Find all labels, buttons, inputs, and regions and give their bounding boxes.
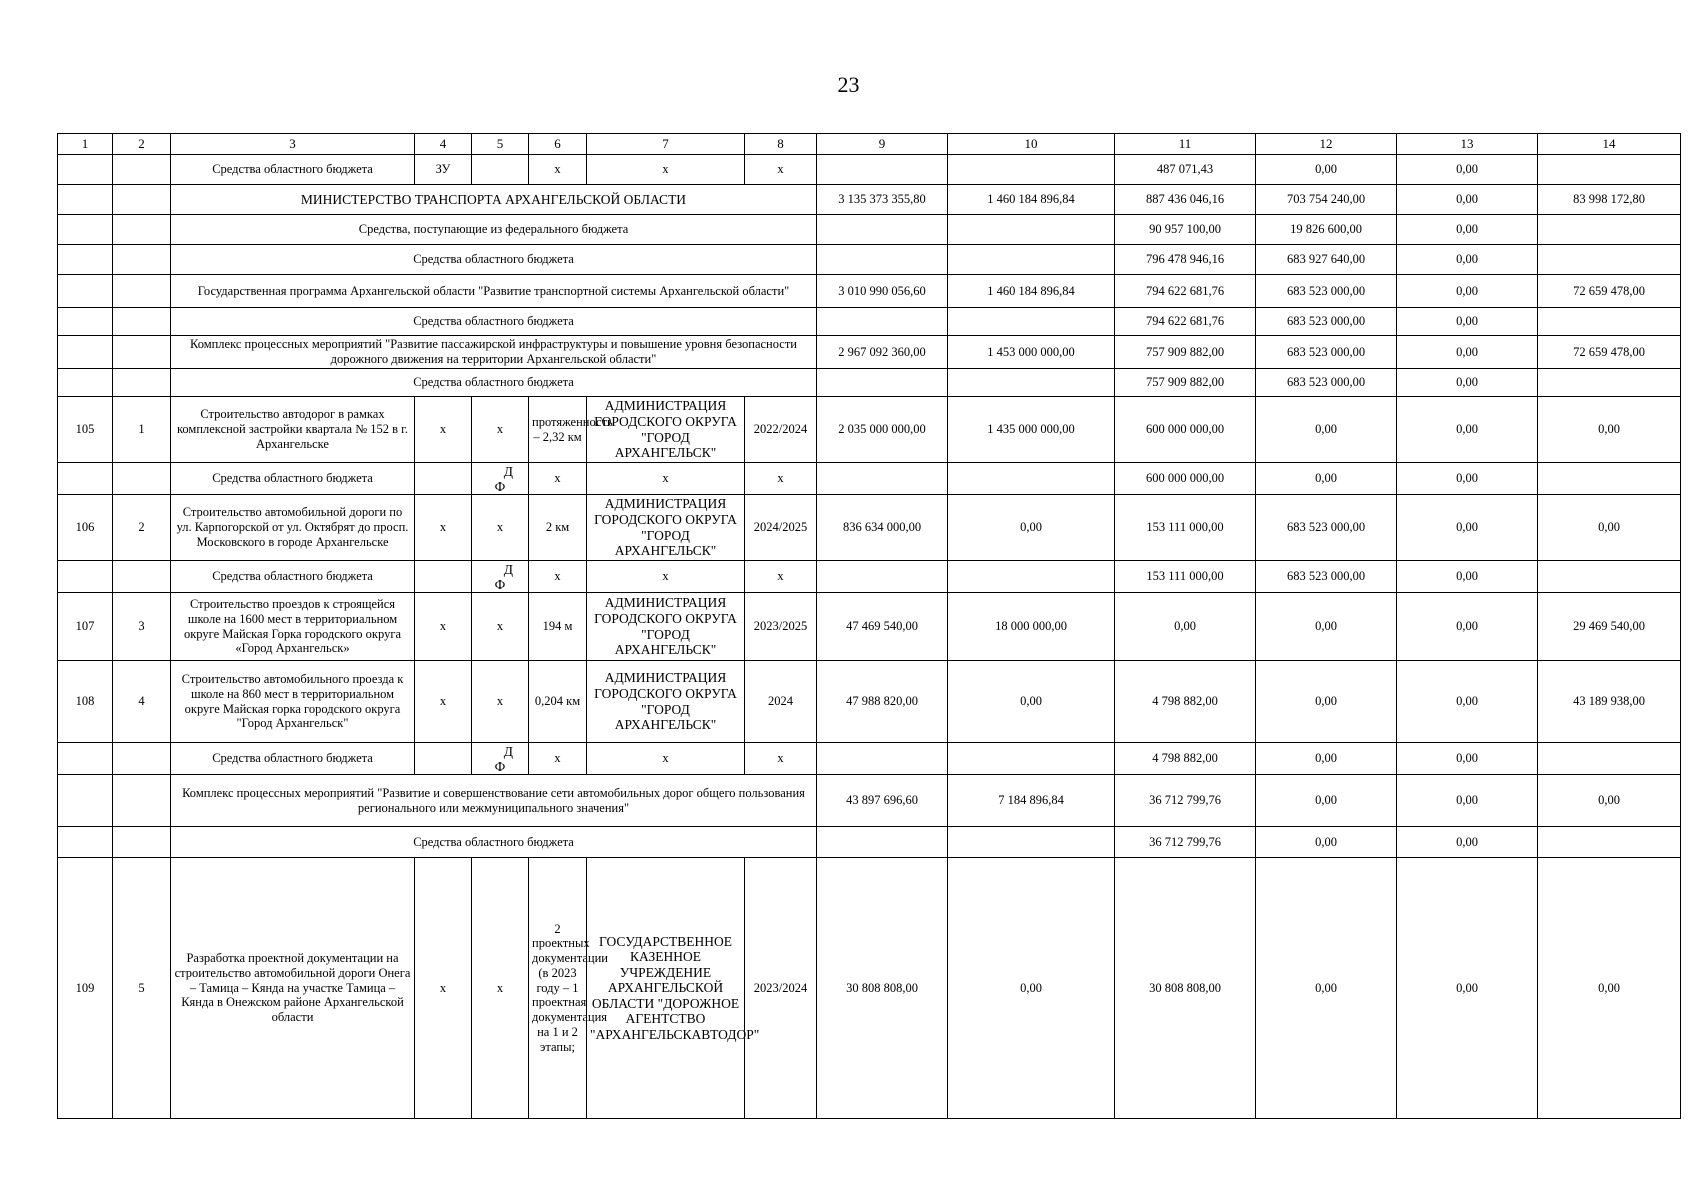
- row-name: Государственная программа Архангельской области "Развитие транспортной системы Архангельской области": [171, 275, 817, 308]
- cell: 0,00: [1256, 463, 1397, 495]
- cell: 19 826 600,00: [1256, 215, 1397, 245]
- cell: [817, 215, 948, 245]
- cell: x: [529, 561, 587, 593]
- cell: 29 469 540,00: [1538, 593, 1681, 661]
- row-name: Средства областного бюджета: [171, 155, 415, 185]
- cell: 1 453 000 000,00: [948, 336, 1115, 369]
- cell: 796 478 946,16: [1115, 245, 1256, 275]
- row-name: Строительство автомобильной дороги по ул. Карпогорской от ул. Октябрят до просп. Московского в городе Архангельске: [171, 495, 415, 561]
- cell: [817, 827, 948, 858]
- cell: [1538, 743, 1681, 775]
- row-subnumber: 1: [113, 397, 171, 463]
- table-row: [58, 775, 1681, 827]
- cell: [113, 561, 171, 593]
- code-d: Д: [503, 561, 513, 577]
- cell: [58, 336, 113, 369]
- cell: [113, 743, 171, 775]
- cell: [58, 743, 113, 775]
- row-subnumber: 2: [113, 495, 171, 561]
- col-header: 6: [529, 134, 587, 155]
- cell: [948, 827, 1115, 858]
- cell: [948, 463, 1115, 495]
- cell: [1538, 561, 1681, 593]
- cell: [817, 743, 948, 775]
- col-header: 1: [58, 134, 113, 155]
- cell: x: [415, 397, 472, 463]
- table-row: [58, 743, 1681, 775]
- cell: [58, 775, 113, 827]
- row-name: Разработка проектной документации на строительство автомобильной дороги Онега – Тамица – Кянда на участке Тамица – Кянда в Онежском районе Архангельской области: [171, 858, 415, 1119]
- cell: 3 135 373 355,80: [817, 185, 948, 215]
- row-number: 107: [58, 593, 113, 661]
- table-row: [58, 308, 1681, 336]
- col-header: 5: [472, 134, 529, 155]
- code-d: Д: [503, 463, 513, 479]
- cell: x: [472, 593, 529, 661]
- cell: 7 184 896,84: [948, 775, 1115, 827]
- cell: x: [472, 397, 529, 463]
- cell: x: [529, 463, 587, 495]
- row-name: Комплекс процессных мероприятий "Развитие пассажирской инфраструктуры и повышение уровня безопасности дорожного движения на территории Архангельской области": [171, 336, 817, 369]
- row-name: Средства областного бюджета: [171, 369, 817, 397]
- col-header: 9: [817, 134, 948, 155]
- cell: 0,00: [1397, 661, 1538, 743]
- cell: [1538, 463, 1681, 495]
- cell: [113, 245, 171, 275]
- cell: [113, 215, 171, 245]
- cell: x: [472, 858, 529, 1119]
- row-name: Средства областного бюджета: [171, 743, 415, 775]
- cell: 0,00: [1397, 369, 1538, 397]
- table-row: [58, 463, 1681, 495]
- row-subnumber: 5: [113, 858, 171, 1119]
- cell: 47 988 820,00: [817, 661, 948, 743]
- table-row: [58, 858, 1681, 1119]
- cell: 4 798 882,00: [1115, 661, 1256, 743]
- row-name: Строительство проездов к строящейся школе на 1600 мест в территориальном округе Майская Горка городского округа «Город Архангельск»: [171, 593, 415, 661]
- cell: x: [415, 661, 472, 743]
- cell: x: [587, 155, 745, 185]
- cell: 0,00: [1397, 495, 1538, 561]
- cell: [113, 275, 171, 308]
- cell: 1 435 000 000,00: [948, 397, 1115, 463]
- row-subnumber: 4: [113, 661, 171, 743]
- cell: [113, 308, 171, 336]
- cell: 0,00: [1397, 215, 1538, 245]
- cell: 2 035 000 000,00: [817, 397, 948, 463]
- cell: 757 909 882,00: [1115, 369, 1256, 397]
- cell: 887 436 046,16: [1115, 185, 1256, 215]
- cell: x: [745, 463, 817, 495]
- cell: [58, 275, 113, 308]
- cell: 0,00: [1397, 827, 1538, 858]
- cell: 72 659 478,00: [1538, 275, 1681, 308]
- cell: 600 000 000,00: [1115, 397, 1256, 463]
- table-row: [58, 661, 1681, 743]
- cell: 0,00: [1397, 463, 1538, 495]
- cell: 757 909 882,00: [1115, 336, 1256, 369]
- table-row: [58, 561, 1681, 593]
- cell: 0,00: [1256, 743, 1397, 775]
- col-header: 10: [948, 134, 1115, 155]
- cell: [948, 245, 1115, 275]
- cell: x: [472, 661, 529, 743]
- cell: [58, 463, 113, 495]
- cell: x: [587, 561, 745, 593]
- cell: x: [529, 743, 587, 775]
- cell: 0,00: [948, 858, 1115, 1119]
- cell: [817, 245, 948, 275]
- cell: 3 010 990 056,60: [817, 275, 948, 308]
- table-row: [58, 185, 1681, 215]
- cell: [1538, 827, 1681, 858]
- cell: x: [587, 743, 745, 775]
- cell: 836 634 000,00: [817, 495, 948, 561]
- budget-table: [57, 133, 1681, 1119]
- row-name: Строительство автодорог в рамках комплексной застройки квартала № 152 в г. Архангельске: [171, 397, 415, 463]
- cell: [113, 336, 171, 369]
- cell: 0,00: [1397, 397, 1538, 463]
- cell: [948, 215, 1115, 245]
- cell: 83 998 172,80: [1538, 185, 1681, 215]
- col-header: 2: [113, 134, 171, 155]
- cell: [1538, 245, 1681, 275]
- cell: 47 469 540,00: [817, 593, 948, 661]
- code-f: Ф: [494, 758, 506, 774]
- cell: [1538, 215, 1681, 245]
- cell: 4 798 882,00: [1115, 743, 1256, 775]
- cell: [113, 827, 171, 858]
- cell: [948, 561, 1115, 593]
- cell: 0,00: [1397, 593, 1538, 661]
- cell: 153 111 000,00: [1115, 561, 1256, 593]
- capacity-cell: 194 м: [529, 593, 587, 661]
- cell: [58, 245, 113, 275]
- funding-code-cell: [472, 561, 529, 593]
- cell: 0,00: [1397, 775, 1538, 827]
- cell: [58, 827, 113, 858]
- row-number: 105: [58, 397, 113, 463]
- capacity-cell: 2 км: [529, 495, 587, 561]
- row-name: Строительство автомобильного проезда к школе на 860 мест в территориальном округе Майская горка городского округа "Город Архангельск": [171, 661, 415, 743]
- cell: x: [472, 495, 529, 561]
- code-f: Ф: [494, 576, 506, 592]
- executor-cell: АДМИНИСТРАЦИЯ ГОРОДСКОГО ОКРУГА "ГОРОД АРХАНГЕЛЬСК": [587, 593, 745, 661]
- cell: [58, 215, 113, 245]
- cell: 0,00: [1397, 155, 1538, 185]
- cell: [113, 185, 171, 215]
- period-cell: 2024: [745, 661, 817, 743]
- cell: 36 712 799,76: [1115, 827, 1256, 858]
- executor-cell: АДМИНИСТРАЦИЯ ГОРОДСКОГО ОКРУГА "ГОРОД АРХАНГЕЛЬСК": [587, 495, 745, 561]
- cell: 90 957 100,00: [1115, 215, 1256, 245]
- cell: 0,00: [1115, 593, 1256, 661]
- cell: 683 927 640,00: [1256, 245, 1397, 275]
- cell: 683 523 000,00: [1256, 561, 1397, 593]
- cell: 600 000 000,00: [1115, 463, 1256, 495]
- cell: [58, 561, 113, 593]
- column-number-row: [58, 134, 1681, 155]
- col-header: 12: [1256, 134, 1397, 155]
- cell: 0,00: [1538, 858, 1681, 1119]
- cell: 0,00: [1397, 308, 1538, 336]
- cell: [415, 463, 472, 495]
- cell: 683 523 000,00: [1256, 275, 1397, 308]
- cell: 794 622 681,76: [1115, 275, 1256, 308]
- cell: [472, 155, 529, 185]
- cell: [1538, 308, 1681, 336]
- funding-code-cell: [472, 463, 529, 495]
- cell: 0,00: [948, 495, 1115, 561]
- cell: 43 189 938,00: [1538, 661, 1681, 743]
- row-number: 109: [58, 858, 113, 1119]
- row-name: Средства областного бюджета: [171, 308, 817, 336]
- capacity-cell: протяженность – 2,32 км: [529, 397, 587, 463]
- cell: [113, 369, 171, 397]
- cell: 0,00: [1256, 858, 1397, 1119]
- cell: 0,00: [1538, 495, 1681, 561]
- row-name: Средства областного бюджета: [171, 463, 415, 495]
- table-row: [58, 495, 1681, 561]
- executor-cell: АДМИНИСТРАЦИЯ ГОРОДСКОГО ОКРУГА "ГОРОД АРХАНГЕЛЬСК": [587, 397, 745, 463]
- cell: x: [587, 463, 745, 495]
- cell: 0,00: [1256, 827, 1397, 858]
- cell: x: [745, 743, 817, 775]
- cell: [113, 463, 171, 495]
- col-header: 8: [745, 134, 817, 155]
- cell: 0,00: [1256, 155, 1397, 185]
- cell: [113, 155, 171, 185]
- cell: 0,00: [1538, 775, 1681, 827]
- cell: [817, 561, 948, 593]
- cell: 0,00: [948, 661, 1115, 743]
- cell: [58, 155, 113, 185]
- code-f: Ф: [494, 478, 506, 494]
- cell: 0,00: [1256, 397, 1397, 463]
- row-name: Средства областного бюджета: [171, 827, 817, 858]
- cell: 0,00: [1397, 185, 1538, 215]
- executor-cell: ГОСУДАРСТВЕННОЕ КАЗЕННОЕ УЧРЕЖДЕНИЕ АРХАНГЕЛЬСКОЙ ОБЛАСТИ "ДОРОЖНОЕ АГЕНТСТВО "АРХАНГЕЛЬСКАВТОДОР": [587, 858, 745, 1119]
- cell: [948, 369, 1115, 397]
- cell: 703 754 240,00: [1256, 185, 1397, 215]
- cell: [817, 155, 948, 185]
- cell: [817, 308, 948, 336]
- cell: ЗУ: [415, 155, 472, 185]
- cell: 0,00: [1397, 336, 1538, 369]
- cell: 0,00: [1256, 661, 1397, 743]
- cell: 18 000 000,00: [948, 593, 1115, 661]
- cell: 683 523 000,00: [1256, 336, 1397, 369]
- executor-cell: АДМИНИСТРАЦИЯ ГОРОДСКОГО ОКРУГА "ГОРОД АРХАНГЕЛЬСК": [587, 661, 745, 743]
- period-cell: 2024/2025: [745, 495, 817, 561]
- cell: 0,00: [1256, 775, 1397, 827]
- cell: x: [745, 155, 817, 185]
- table-row: [58, 397, 1681, 463]
- cell: [1538, 369, 1681, 397]
- row-name: Средства областного бюджета: [171, 561, 415, 593]
- funding-code-cell: [472, 743, 529, 775]
- col-header: 4: [415, 134, 472, 155]
- cell: 0,00: [1538, 397, 1681, 463]
- table-row: [58, 215, 1681, 245]
- table-row: [58, 336, 1681, 369]
- cell: x: [415, 858, 472, 1119]
- table-row: [58, 369, 1681, 397]
- cell: 0,00: [1397, 561, 1538, 593]
- capacity-cell: 2 проектных документации (в 2023 году – 1 проектная документация на 1 и 2 этапы;: [529, 858, 587, 1119]
- cell: 2 967 092 360,00: [817, 336, 948, 369]
- cell: 30 808 808,00: [1115, 858, 1256, 1119]
- period-cell: 2023/2024: [745, 858, 817, 1119]
- cell: x: [745, 561, 817, 593]
- cell: [58, 308, 113, 336]
- cell: [1538, 155, 1681, 185]
- row-number: 106: [58, 495, 113, 561]
- row-number: 108: [58, 661, 113, 743]
- code-d: Д: [503, 743, 513, 759]
- row-subnumber: 3: [113, 593, 171, 661]
- cell: [817, 369, 948, 397]
- cell: x: [415, 495, 472, 561]
- table-row: [58, 155, 1681, 185]
- cell: 72 659 478,00: [1538, 336, 1681, 369]
- cell: 487 071,43: [1115, 155, 1256, 185]
- cell: 794 622 681,76: [1115, 308, 1256, 336]
- period-cell: 2022/2024: [745, 397, 817, 463]
- cell: 1 460 184 896,84: [948, 275, 1115, 308]
- cell: 0,00: [1397, 858, 1538, 1119]
- cell: 0,00: [1256, 593, 1397, 661]
- cell: 36 712 799,76: [1115, 775, 1256, 827]
- cell: [113, 775, 171, 827]
- table-row: [58, 827, 1681, 858]
- cell: [58, 369, 113, 397]
- cell: 683 523 000,00: [1256, 369, 1397, 397]
- row-name: МИНИСТЕРСТВО ТРАНСПОРТА АРХАНГЕЛЬСКОЙ ОБЛАСТИ: [171, 185, 817, 215]
- cell: 30 808 808,00: [817, 858, 948, 1119]
- col-header: 14: [1538, 134, 1681, 155]
- cell: 43 897 696,60: [817, 775, 948, 827]
- table-row: [58, 245, 1681, 275]
- col-header: 13: [1397, 134, 1538, 155]
- cell: [415, 743, 472, 775]
- cell: [948, 743, 1115, 775]
- cell: [415, 561, 472, 593]
- cell: 0,00: [1397, 743, 1538, 775]
- table-row: [58, 275, 1681, 308]
- cell: 0,00: [1397, 245, 1538, 275]
- col-header: 3: [171, 134, 415, 155]
- cell: 153 111 000,00: [1115, 495, 1256, 561]
- cell: 683 523 000,00: [1256, 308, 1397, 336]
- cell: [817, 463, 948, 495]
- row-name: Средства областного бюджета: [171, 245, 817, 275]
- cell: 1 460 184 896,84: [948, 185, 1115, 215]
- cell: [58, 185, 113, 215]
- cell: x: [529, 155, 587, 185]
- cell: 0,00: [1397, 275, 1538, 308]
- row-name: Комплекс процессных мероприятий "Развитие и совершенствование сети автомобильных дорог общего пользования регионального или межмуниципального значения": [171, 775, 817, 827]
- col-header: 11: [1115, 134, 1256, 155]
- cell: [948, 155, 1115, 185]
- cell: 683 523 000,00: [1256, 495, 1397, 561]
- page-number: 23: [837, 72, 860, 97]
- capacity-cell: 0,204 км: [529, 661, 587, 743]
- cell: [948, 308, 1115, 336]
- row-name: Средства, поступающие из федерального бюджета: [171, 215, 817, 245]
- period-cell: 2023/2025: [745, 593, 817, 661]
- col-header: 7: [587, 134, 745, 155]
- table-row: [58, 593, 1681, 661]
- cell: x: [415, 593, 472, 661]
